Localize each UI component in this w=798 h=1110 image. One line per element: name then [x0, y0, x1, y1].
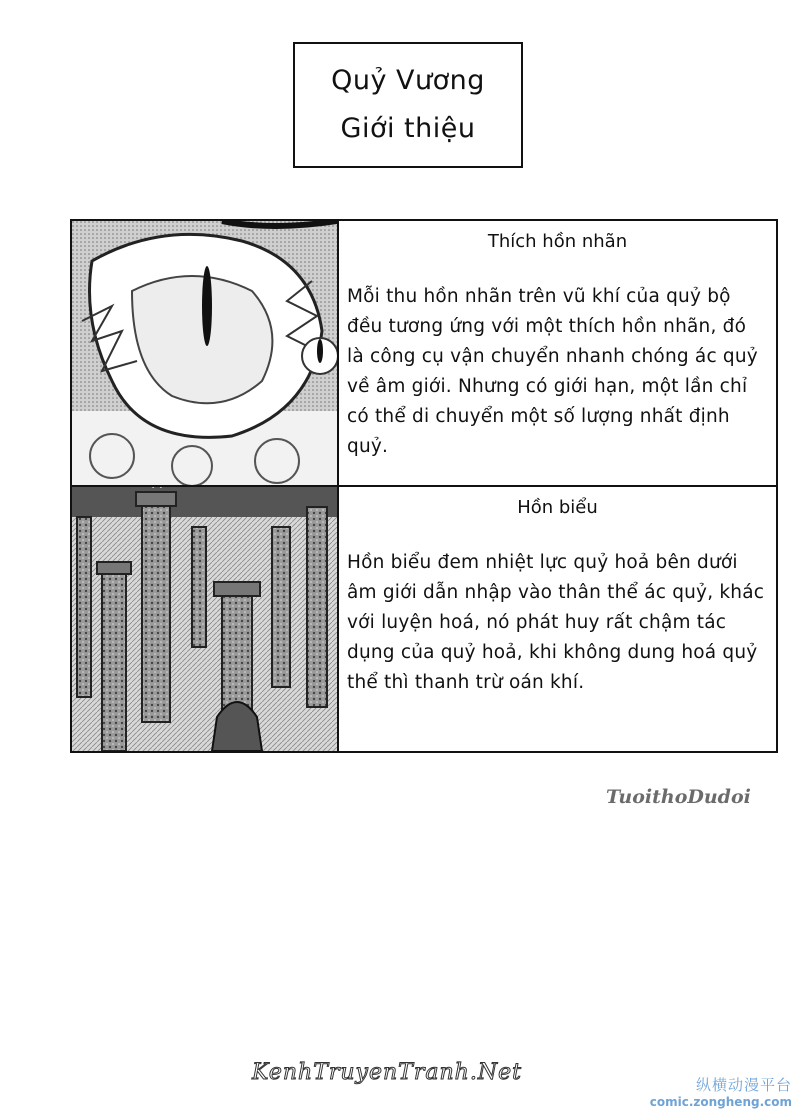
entry-2-heading: Hồn biểu: [517, 497, 598, 518]
entry-2: [339, 487, 776, 751]
entry-2-body: Hồn biểu đem nhiệt lực quỷ hoả bên dưới âm giới dẫn nhập vào thân thể ác quỷ, khác với luyện hoá, nó phát huy rất chậm tác dụng của quỷ hoả, khi không dung hoá quỷ thể thì thanh trừ oán khí.: [347, 552, 765, 693]
entry-1-body: Mỗi thu hồn nhãn trên vũ khí của quỷ bộ đều tương ứng với một thích hồn nhãn, đó là công cụ vận chuyển nhanh chóng ác quỷ về âm giới. Nhưng có giới hạn, một lần chỉ có thể di chuyển một số lượng nhất định quỷ.: [347, 286, 758, 457]
intro-table: [70, 219, 778, 753]
entry-1: [339, 221, 776, 487]
footer-site-name: KenhTruyenTranh.Net: [252, 1060, 522, 1085]
title-line-1: Quỷ Vương: [331, 65, 485, 96]
title-line-2: Giới thiệu: [340, 113, 476, 144]
title-box: [293, 42, 523, 168]
watermark-url: comic.zongheng.com: [649, 1095, 792, 1109]
platform-watermark: [650, 1074, 792, 1109]
translator-signature: TuoithoDudoi: [606, 786, 751, 808]
watermark-chinese: 纵横动漫平台: [695, 1076, 792, 1094]
soul-eye-illustration: [72, 221, 339, 487]
entry-1-heading: Thích hồn nhãn: [487, 231, 628, 252]
soul-pillars-illustration: [72, 487, 339, 751]
